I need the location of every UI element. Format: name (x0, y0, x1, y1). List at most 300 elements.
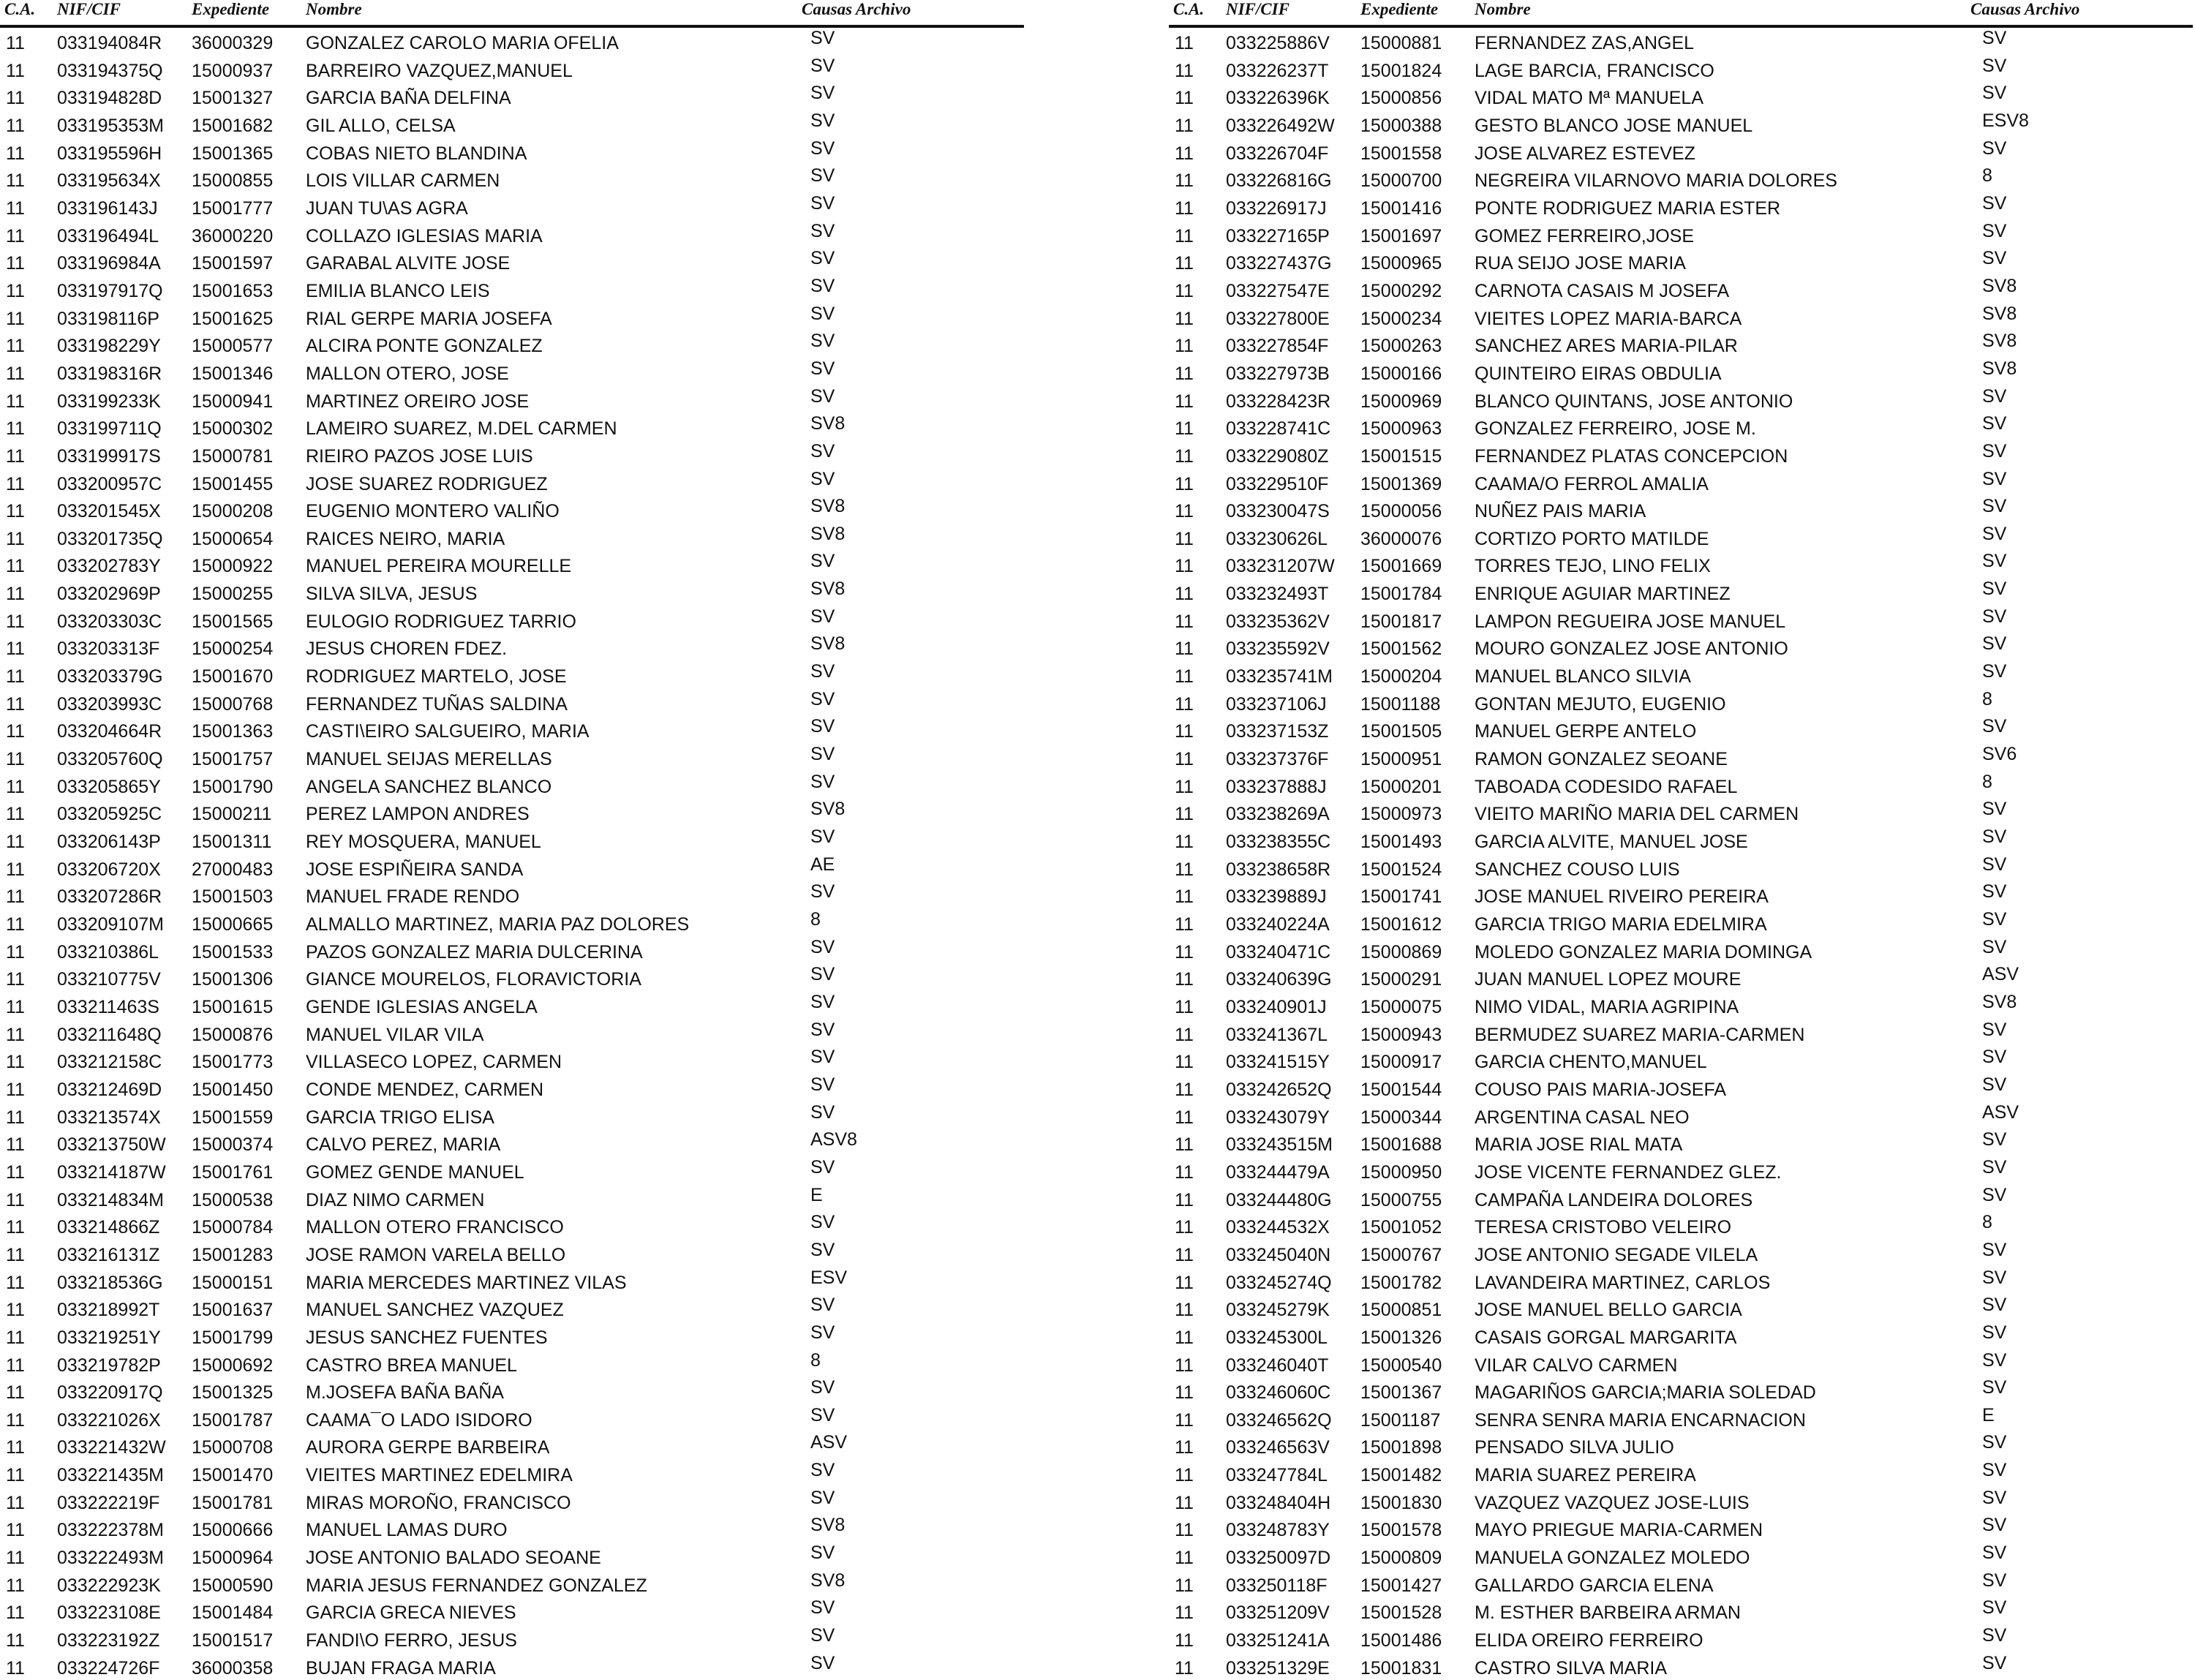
cell-nombre: PONTE RODRIGUEZ MARIA ESTER (1475, 197, 1781, 219)
cell-ca: 11 (1175, 1409, 1194, 1431)
right-table-header (1169, 0, 2193, 28)
table-row (0, 799, 1024, 826)
cell-nif: 033228741C (1226, 418, 1331, 440)
cell-expediente: 15001697 (1360, 225, 1442, 246)
cell-causas: SV (810, 1239, 835, 1260)
cell-expediente: 15001761 (192, 1161, 274, 1183)
cell-causas: SV8 (810, 496, 846, 517)
cell-nif: 033241367L (1226, 1024, 1328, 1045)
table-row (1169, 937, 2193, 965)
table-row (0, 716, 1024, 744)
cell-nif: 033245040N (1226, 1244, 1331, 1265)
cell-nombre: FERNANDEZ TUÑAS SALDINA (306, 693, 568, 715)
cell-causas: SV (1982, 83, 2007, 104)
cell-nombre: BERMUDEZ SUAREZ MARIA-CARMEN (1475, 1024, 1805, 1045)
cell-nif: 033210775V (57, 969, 161, 990)
cell-expediente: 15001741 (1360, 886, 1442, 908)
cell-expediente: 15000881 (1360, 33, 1442, 53)
cell-nombre: SILVA SILVA, JESUS (306, 584, 478, 605)
cell-nombre: RIEIRO PAZOS JOSE LUIS (306, 445, 533, 467)
cell-nif: 033231207W (1226, 556, 1335, 577)
table-row (1169, 1350, 2193, 1378)
cell-causas: ASV (1982, 1101, 2019, 1123)
cell-nombre: MANUEL BLANCO SILVIA (1475, 666, 1691, 688)
cell-ca: 11 (1175, 1300, 1194, 1321)
cell-causas: SV (810, 28, 835, 48)
cell-expediente: 15001773 (192, 1052, 274, 1073)
cell-nif: 033221432W (57, 1437, 166, 1458)
cell-expediente: 15000965 (1360, 253, 1442, 274)
cell-expediente: 36000076 (1360, 528, 1442, 549)
cell-expediente: 15001799 (192, 1327, 274, 1348)
cell-causas: SV8 (1982, 303, 2017, 324)
cell-ca: 11 (6, 336, 25, 357)
cell-nif: 033227800E (1226, 308, 1330, 329)
cell-nif: 033226237T (1226, 60, 1329, 81)
cell-ca: 11 (6, 721, 25, 742)
cell-expediente: 15000538 (192, 1189, 274, 1210)
cell-nombre: LAMPON REGUEIRA JOSE MANUEL (1475, 611, 1786, 632)
cell-causas: SV (1982, 138, 2007, 159)
cell-nif: 033202783Y (57, 556, 161, 577)
table-row (0, 331, 1024, 358)
cell-nif: 033196494L (57, 225, 159, 246)
cell-causas: 8 (810, 909, 821, 930)
cell-ca: 11 (6, 1657, 25, 1679)
cell-ca: 11 (6, 1107, 25, 1128)
cell-expediente: 15001369 (1360, 473, 1442, 494)
cell-expediente: 15001327 (192, 88, 274, 109)
cell-causas: SV (810, 1487, 835, 1508)
cell-nif: 033238355C (1226, 832, 1331, 853)
table-row (1169, 1157, 2193, 1185)
cell-nif: 033209107M (57, 914, 164, 935)
cell-nombre: VIEITO MARIÑO MARIA DEL CARMEN (1475, 804, 1799, 825)
cell-ca: 11 (6, 832, 25, 853)
cell-nif: 033244532X (1226, 1217, 1330, 1238)
cell-nif: 033198116P (57, 308, 159, 329)
cell-nombre: REY MOSQUERA, MANUEL (306, 832, 541, 853)
cell-expediente: 15001326 (1360, 1327, 1442, 1348)
cell-causas: ASV (1982, 964, 2019, 985)
cell-nombre: SENRA SENRA MARIA ENCARNACION (1475, 1409, 1806, 1431)
cell-nif: 033246040T (1226, 1355, 1329, 1376)
cell-ca: 11 (1175, 1217, 1194, 1238)
table-row (1169, 1129, 2193, 1157)
cell-nombre: CORTIZO PORTO MATILDE (1475, 528, 1709, 549)
cell-nombre: TABOADA CODESIDO RAFAEL (1475, 776, 1738, 797)
table-row (1169, 248, 2193, 276)
cell-nif: 033226816G (1226, 170, 1332, 192)
cell-nombre: JOSE ANTONIO SEGADE VILELA (1475, 1244, 1758, 1265)
table-row (1169, 1377, 2193, 1405)
table-row (1169, 689, 2193, 717)
cell-nombre: SANCHEZ ARES MARIA-PILAR (1475, 336, 1738, 357)
table-row (0, 358, 1024, 386)
cell-nombre: MOLEDO GONZALEZ MARIA DOMINGA (1475, 941, 1812, 963)
cell-ca: 11 (1175, 1079, 1194, 1100)
cell-causas: SV (1982, 716, 2007, 737)
cell-nombre: MANUEL PEREIRA MOURELLE (306, 556, 572, 577)
cell-causas: SV (1982, 1652, 2007, 1673)
cell-ca: 11 (1175, 776, 1194, 797)
cell-causas: SV (1982, 248, 2007, 269)
cell-ca: 11 (1175, 693, 1194, 715)
cell-nombre: JOSE ANTONIO BALADO SEOANE (306, 1548, 601, 1569)
cell-causas: SV (810, 991, 835, 1012)
cell-expediente: 15000917 (1360, 1052, 1442, 1073)
cell-nif: 033235592V (1226, 639, 1330, 660)
cell-nombre: RIAL GERPE MARIA JOSEFA (306, 308, 552, 329)
table-row (0, 83, 1024, 110)
cell-causas: SV (810, 303, 835, 324)
table-row (0, 1377, 1024, 1405)
cell-nombre: TERESA CRISTOBO VELEIRO (1475, 1217, 1732, 1238)
cell-nif: 033205925C (57, 804, 162, 825)
cell-expediente: 15000943 (1360, 1024, 1442, 1045)
cell-nombre: LAMEIRO SUAREZ, M.DEL CARMEN (306, 418, 617, 440)
cell-expediente: 15001790 (192, 776, 274, 797)
cell-causas: 8 (1982, 1212, 1992, 1233)
cell-causas: SV (1982, 799, 2007, 820)
cell-causas: SV (810, 964, 835, 985)
cell-nombre: LOIS VILLAR CARMEN (306, 170, 500, 192)
cell-nombre: MANUEL SEIJAS MERELLAS (306, 749, 552, 770)
cell-nombre: FANDI\O FERRO, JESUS (306, 1630, 517, 1651)
cell-nombre: GIL ALLO, CELSA (306, 115, 456, 136)
cell-ca: 11 (1175, 611, 1194, 632)
cell-expediente: 15000254 (192, 639, 274, 660)
cell-causas: SV (810, 551, 835, 572)
left-table-header (0, 0, 1024, 28)
cell-nif: 033211463S (57, 996, 159, 1017)
table-row (1169, 1212, 2193, 1240)
table-row (0, 772, 1024, 799)
cell-expediente: 15001637 (192, 1300, 274, 1321)
cell-causas: SV8 (810, 633, 846, 655)
cell-expediente: 15000540 (1360, 1355, 1442, 1376)
table-row (0, 1267, 1024, 1295)
cell-causas: SV (1982, 1267, 2007, 1288)
cell-nombre: VIDAL MATO Mª MANUELA (1475, 88, 1704, 109)
cell-expediente: 15001898 (1360, 1437, 1442, 1458)
cell-causas: SV (1982, 468, 2007, 489)
cell-expediente: 15000755 (1360, 1189, 1442, 1210)
cell-ca: 11 (6, 996, 25, 1017)
cell-causas: 8 (1982, 688, 1992, 709)
cell-ca: 11 (1175, 804, 1194, 825)
cell-causas: SV (810, 1460, 835, 1481)
table-row (0, 881, 1024, 909)
cell-nif: 033223108E (57, 1602, 161, 1624)
cell-nif: 033248783Y (1226, 1520, 1330, 1541)
cell-nif: 033237153Z (1226, 721, 1329, 742)
cell-nif: 033205865Y (57, 776, 161, 797)
cell-ca: 11 (6, 1024, 25, 1045)
cell-ca: 11 (6, 1437, 25, 1458)
cell-causas: SV (810, 1597, 835, 1619)
cell-expediente: 15001562 (1360, 639, 1442, 660)
cell-nif: 033202969P (57, 584, 161, 605)
cell-expediente: 15001528 (1360, 1602, 1442, 1624)
cell-expediente: 15001757 (192, 749, 274, 770)
cell-expediente: 15001283 (192, 1244, 274, 1265)
cell-nif: 033224726F (57, 1657, 160, 1679)
cell-causas: SV (810, 110, 835, 131)
table-row (0, 1102, 1024, 1130)
cell-ca: 11 (6, 1272, 25, 1293)
cell-nombre: ANGELA SANCHEZ BLANCO (306, 776, 552, 797)
cell-causas: SV (810, 440, 835, 462)
table-row (0, 1047, 1024, 1074)
cell-nombre: MANUEL LAMAS DURO (306, 1520, 508, 1541)
cell-nombre: EUGENIO MONTERO VALIÑO (306, 501, 560, 522)
cell-nif: 033222219F (57, 1492, 160, 1513)
cell-causas: SV (1982, 1515, 2007, 1536)
cell-nombre: NUÑEZ PAIS MARIA (1475, 501, 1646, 522)
cell-ca: 11 (6, 225, 25, 246)
cell-ca: 11 (1175, 33, 1194, 53)
table-row (1169, 772, 2193, 799)
table-row (1169, 909, 2193, 937)
table-row (0, 276, 1024, 304)
cell-nombre: RAICES NEIRO, MARIA (306, 528, 505, 549)
cell-nombre: JOSE RAMON VARELA BELLO (306, 1244, 566, 1265)
table-row (1169, 1240, 2193, 1267)
cell-nombre: EULOGIO RODRIGUEZ TARRIO (306, 611, 576, 632)
cell-ca: 11 (1175, 1465, 1194, 1486)
cell-nombre: GARABAL ALVITE JOSE (306, 253, 511, 274)
cell-nombre: MANUELA GONZALEZ MOLEDO (1475, 1548, 1750, 1569)
cell-nombre: FERNANDEZ ZAS,ANGEL (1475, 33, 1695, 53)
cell-nombre: MARIA MERCEDES MARTINEZ VILAS (306, 1272, 627, 1293)
cell-ca: 11 (1175, 170, 1194, 192)
cell-expediente: 15001670 (192, 666, 274, 688)
cell-ca: 11 (6, 804, 25, 825)
cell-expediente: 15000292 (1360, 280, 1442, 301)
table-row (1169, 276, 2193, 304)
cell-expediente: 15001484 (192, 1602, 274, 1624)
cell-causas: SV (1982, 1129, 2007, 1150)
table-row (1169, 386, 2193, 414)
cell-ca: 11 (6, 1409, 25, 1431)
cell-nombre: GENDE IGLESIAS ANGELA (306, 996, 538, 1017)
table-row (1169, 964, 2193, 992)
cell-causas: SV (810, 331, 835, 352)
cell-causas: SV (810, 771, 835, 792)
table-row (1169, 606, 2193, 634)
cell-nif: 033200957C (57, 473, 162, 494)
cell-expediente: 15001346 (192, 363, 274, 384)
cell-nif: 033246562Q (1226, 1409, 1332, 1431)
cell-causas: SV (1982, 826, 2007, 848)
table-row (1169, 1515, 2193, 1542)
cell-expediente: 15001565 (192, 611, 274, 632)
cell-ca: 11 (1175, 60, 1194, 81)
cell-causas: SV (1982, 413, 2007, 434)
cell-causas: SV (810, 1295, 835, 1316)
cell-ca: 11 (1175, 1630, 1194, 1651)
cell-expediente: 27000483 (192, 859, 274, 880)
table-row (0, 1129, 1024, 1157)
table-row (0, 1350, 1024, 1378)
cell-ca: 11 (6, 1327, 25, 1348)
cell-causas: SV (1982, 1074, 2007, 1095)
cell-expediente: 15000590 (192, 1575, 274, 1596)
cell-expediente: 15001787 (192, 1409, 274, 1431)
cell-ca: 11 (1175, 1272, 1194, 1293)
cell-ca: 11 (1175, 1382, 1194, 1404)
table-row (1169, 1102, 2193, 1130)
cell-expediente: 15000075 (1360, 996, 1442, 1017)
cell-nombre: BLANCO QUINTANS, JOSE ANTONIO (1475, 391, 1793, 412)
cell-nombre: JUAN TU\AS AGRA (306, 197, 468, 219)
cell-nombre: GIANCE MOURELOS, FLORAVICTORIA (306, 969, 641, 990)
cell-nombre: MAYO PRIEGUE MARIA-CARMEN (1475, 1520, 1763, 1541)
cell-expediente: 15000969 (1360, 391, 1442, 412)
cell-nombre: ALMALLO MARTINEZ, MARIA PAZ DOLORES (306, 914, 690, 935)
cell-expediente: 15001782 (1360, 1272, 1442, 1293)
cell-nombre: JESUS SANCHEZ FUENTES (306, 1327, 548, 1348)
header-expediente: Expediente (192, 0, 270, 18)
table-row (1169, 1570, 2193, 1598)
cell-expediente: 15000767 (1360, 1244, 1442, 1265)
cell-expediente: 15001597 (192, 253, 274, 274)
table-row (0, 689, 1024, 717)
cell-expediente: 15001524 (1360, 859, 1442, 880)
cell-nif: 033199711Q (57, 418, 162, 440)
cell-nif: 033198316R (57, 363, 162, 384)
cell-causas: SV (1982, 633, 2007, 655)
cell-causas: SV8 (810, 1515, 846, 1536)
cell-ca: 11 (1175, 886, 1194, 908)
cell-nif: 033196143J (57, 197, 158, 219)
cell-expediente: 15001187 (1360, 1409, 1441, 1431)
cell-nombre: MALLON OTERO, JOSE (306, 363, 509, 384)
table-row (1169, 1074, 2193, 1102)
cell-causas: SV8 (1982, 991, 2017, 1012)
cell-ca: 11 (1175, 1355, 1194, 1376)
table-row (1169, 1295, 2193, 1322)
cell-causas: SV (1982, 1295, 2007, 1316)
cell-expediente: 15000665 (192, 914, 274, 935)
cell-causas: SV (810, 165, 835, 187)
cell-causas: SV (810, 55, 835, 76)
cell-nombre: JOSE ALVAREZ ESTEVEZ (1475, 143, 1695, 164)
table-row (0, 28, 1024, 56)
cell-nif: 033221435M (57, 1465, 164, 1486)
cell-nif: 033235362V (1226, 611, 1330, 632)
cell-expediente: 15000950 (1360, 1161, 1442, 1183)
cell-nif: 033222923K (57, 1575, 161, 1596)
cell-nombre: GONZALEZ CAROLO MARIA OFELIA (306, 33, 619, 53)
right-table-body (1169, 28, 2193, 1680)
cell-ca: 11 (6, 60, 25, 81)
cell-ca: 11 (1175, 1548, 1194, 1569)
cell-causas: ASV (810, 1432, 848, 1453)
cell-ca: 11 (6, 528, 25, 549)
cell-expediente: 15001416 (1360, 197, 1442, 219)
cell-causas: SV (1982, 1156, 2007, 1178)
cell-nombre: JOSE MANUEL BELLO GARCIA (1475, 1300, 1742, 1321)
cell-ca: 11 (1175, 1602, 1194, 1624)
cell-nombre: MOURO GONZALEZ JOSE ANTONIO (1475, 639, 1788, 660)
cell-causas: SV (810, 744, 835, 765)
cell-nif: 033227165P (1226, 225, 1330, 246)
cell-expediente: 15001363 (192, 721, 274, 742)
cell-expediente: 15000344 (1360, 1107, 1442, 1128)
table-row (1169, 1267, 2193, 1295)
table-row (0, 1322, 1024, 1350)
table-row (1169, 579, 2193, 606)
cell-causas: SV (1982, 1487, 2007, 1508)
cell-ca: 11 (6, 1189, 25, 1210)
cell-ca: 11 (6, 941, 25, 963)
cell-nombre: MANUEL GERPE ANTELO (1475, 721, 1697, 742)
table-row (0, 248, 1024, 276)
cell-expediente: 15001533 (192, 941, 274, 963)
cell-expediente: 15000809 (1360, 1548, 1442, 1569)
cell-causas: SV (1982, 192, 2007, 214)
cell-ca: 11 (6, 556, 25, 577)
cell-nombre: ENRIQUE AGUIAR MARTINEZ (1475, 584, 1731, 605)
table-row (0, 1405, 1024, 1433)
cell-nombre: GONTAN MEJUTO, EUGENIO (1475, 693, 1726, 715)
cell-causas: SV (810, 1156, 835, 1178)
cell-expediente: 15000973 (1360, 804, 1442, 825)
cell-nif: 033227437G (1226, 253, 1332, 274)
cell-nombre: GESTO BLANCO JOSE MANUEL (1475, 115, 1753, 136)
table-row (0, 1020, 1024, 1047)
table-row (0, 413, 1024, 441)
cell-nombre: BUJAN FRAGA MARIA (306, 1657, 496, 1679)
table-row (0, 1570, 1024, 1598)
cell-causas: SV (1982, 1377, 2007, 1398)
cell-expediente: 15001653 (192, 280, 274, 301)
cell-ca: 11 (6, 639, 25, 660)
table-row (0, 854, 1024, 882)
cell-nombre: CAAMA¯O LADO ISIDORO (306, 1409, 532, 1431)
cell-nombre: VIEITES MARTINEZ EDELMIRA (306, 1465, 573, 1486)
cell-expediente: 15000951 (1360, 749, 1442, 770)
cell-nif: 033227547E (1226, 280, 1330, 301)
cell-nombre: QUINTEIRO EIRAS OBDULIA (1475, 363, 1722, 384)
cell-nif: 033197917Q (57, 280, 163, 301)
cell-expediente: 15001824 (1360, 60, 1442, 81)
cell-nif: 033220917Q (57, 1382, 163, 1404)
cell-nif: 033195596H (57, 143, 162, 164)
table-row (1169, 28, 2193, 56)
cell-causas: SV (810, 1542, 835, 1564)
cell-nombre: AURORA GERPE BARBEIRA (306, 1437, 550, 1458)
cell-ca: 11 (1175, 1437, 1194, 1458)
left-table-body (0, 28, 1024, 1680)
cell-nif: 033240639G (1226, 969, 1332, 990)
cell-nif: 033212158C (57, 1052, 162, 1073)
table-row (0, 1212, 1024, 1240)
cell-nombre: ARGENTINA CASAL NEO (1475, 1107, 1690, 1128)
cell-ca: 11 (1175, 418, 1194, 440)
cell-nif: 033222378M (57, 1520, 164, 1541)
cell-ca: 11 (1175, 1052, 1194, 1073)
cell-ca: 11 (6, 445, 25, 467)
cell-ca: 11 (1175, 88, 1194, 109)
cell-causas: SV (1982, 1542, 2007, 1564)
cell-nombre: MARTINEZ OREIRO JOSE (306, 391, 530, 412)
cell-nif: 033214866Z (57, 1217, 160, 1238)
cell-nombre: GARCIA ALVITE, MANUEL JOSE (1475, 832, 1748, 853)
cell-nif: 033204664R (57, 721, 162, 742)
